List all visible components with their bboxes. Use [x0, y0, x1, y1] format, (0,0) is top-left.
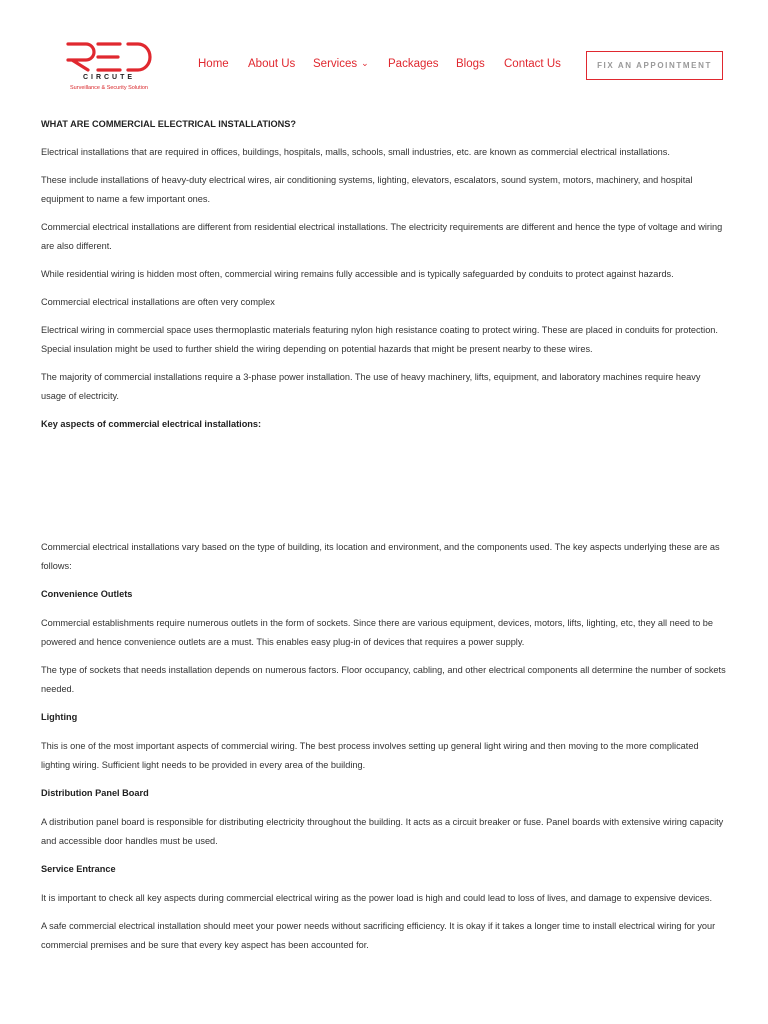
- section-heading: Convenience Outlets: [41, 589, 133, 599]
- nav-services-label: Services: [313, 58, 358, 70]
- section-heading: Lighting: [41, 712, 78, 722]
- nav-contact-us[interactable]: Contact Us: [504, 58, 561, 70]
- paragraph: It is important to check all key aspects during commercial electrical wiring as the power load is high and could lead to loss of lives, and damage to expensive devices.: [41, 893, 713, 903]
- paragraph: Electrical installations that are required in offices, buildings, hospitals, malls, schools, small industries, etc. are known as commercial electrical installations.: [41, 147, 670, 157]
- section-heading: Key aspects of commercial electrical installations:: [41, 419, 262, 429]
- paragraph: Electrical wiring in commercial space uses thermoplastic materials featuring nylon high resistance coating to protect wiring. These are placed in conduits for protection. Special insulation might be used to further shield the wiring depending on potential hazards that might be present nearby to these wires.: [41, 325, 718, 354]
- nav-blogs[interactable]: Blogs: [456, 58, 485, 70]
- red-logo-mark: [66, 40, 152, 72]
- article-body: [41, 115, 727, 955]
- paragraph: Commercial electrical installations are often very complex: [41, 297, 275, 307]
- brand-logo[interactable]: [62, 40, 156, 96]
- paragraph: These include installations of heavy-duty electrical wires, air conditioning systems, lighting, elevators, escalators, sound system, motors, machinery, and hospital equipment to name a few important ones.: [41, 175, 693, 204]
- paragraph: Commercial establishments require numerous outlets in the form of sockets. Since there are various equipment, devices, motors, lifts, lighting, etc, they all need to be powered and hence convenience outlets are a must. This enables easy plug-in of devices that requires a power supply.: [41, 618, 714, 647]
- article-title: WHAT ARE COMMERCIAL ELECTRICAL INSTALLATIONS?: [41, 119, 297, 129]
- paragraph: A distribution panel board is responsible for distributing electricity throughout the building. It acts as a circuit breaker or fuse. Panel boards with extensive wiring capacity and accessible door handles must be used.: [41, 817, 724, 846]
- section-heading: Distribution Panel Board: [41, 788, 149, 798]
- paragraph: While residential wiring is hidden most often, commercial wiring remains fully accessible and is typically safeguarded by conduits to protect against hazards.: [41, 269, 674, 279]
- fix-appointment-button[interactable]: FIX AN APPOINTMENT: [586, 51, 723, 80]
- nav-home[interactable]: Home: [198, 58, 229, 70]
- nav-services[interactable]: [313, 58, 369, 70]
- chevron-down-icon: ⌄: [361, 58, 369, 68]
- brand-subtitle: CIRCUTE: [82, 74, 136, 81]
- nav-packages[interactable]: Packages: [388, 58, 439, 70]
- paragraph: Commercial electrical installations are different from residential electrical installations. The electricity requirements are different and hence the type of voltage and wiring are also different.: [41, 222, 723, 251]
- nav-about-us[interactable]: About Us: [248, 58, 296, 70]
- paragraph: The majority of commercial installations require a 3-phase power installation. The use of heavy machinery, lifts, equipment, and laboratory machines require heavy usage of electricity.: [41, 372, 701, 401]
- brand-tagline: Surveillance & Security Solution: [70, 85, 148, 91]
- site-header: [0, 0, 768, 110]
- image-placeholder: [41, 434, 727, 538]
- paragraph: This is one of the most important aspects of commercial wiring. The best process involves setting up general light wiring and then moving to the more complicated lighting wiring. Sufficient light needs to be provided in every area of the building.: [41, 741, 699, 770]
- paragraph: The type of sockets that needs installation depends on numerous factors. Floor occupancy, cabling, and other electrical components all determine the number of sockets needed.: [41, 665, 726, 694]
- paragraph: A safe commercial electrical installation should meet your power needs without sacrificing efficiency. It is okay if it takes a longer time to install electrical wiring for your commercial premises and be sure that every key aspect has been accounted for.: [41, 921, 716, 950]
- section-heading: Service Entrance: [41, 864, 116, 874]
- paragraph: Commercial electrical installations vary based on the type of building, its location and environment, and the components used. The key aspects underlying these are as follows:: [41, 542, 720, 571]
